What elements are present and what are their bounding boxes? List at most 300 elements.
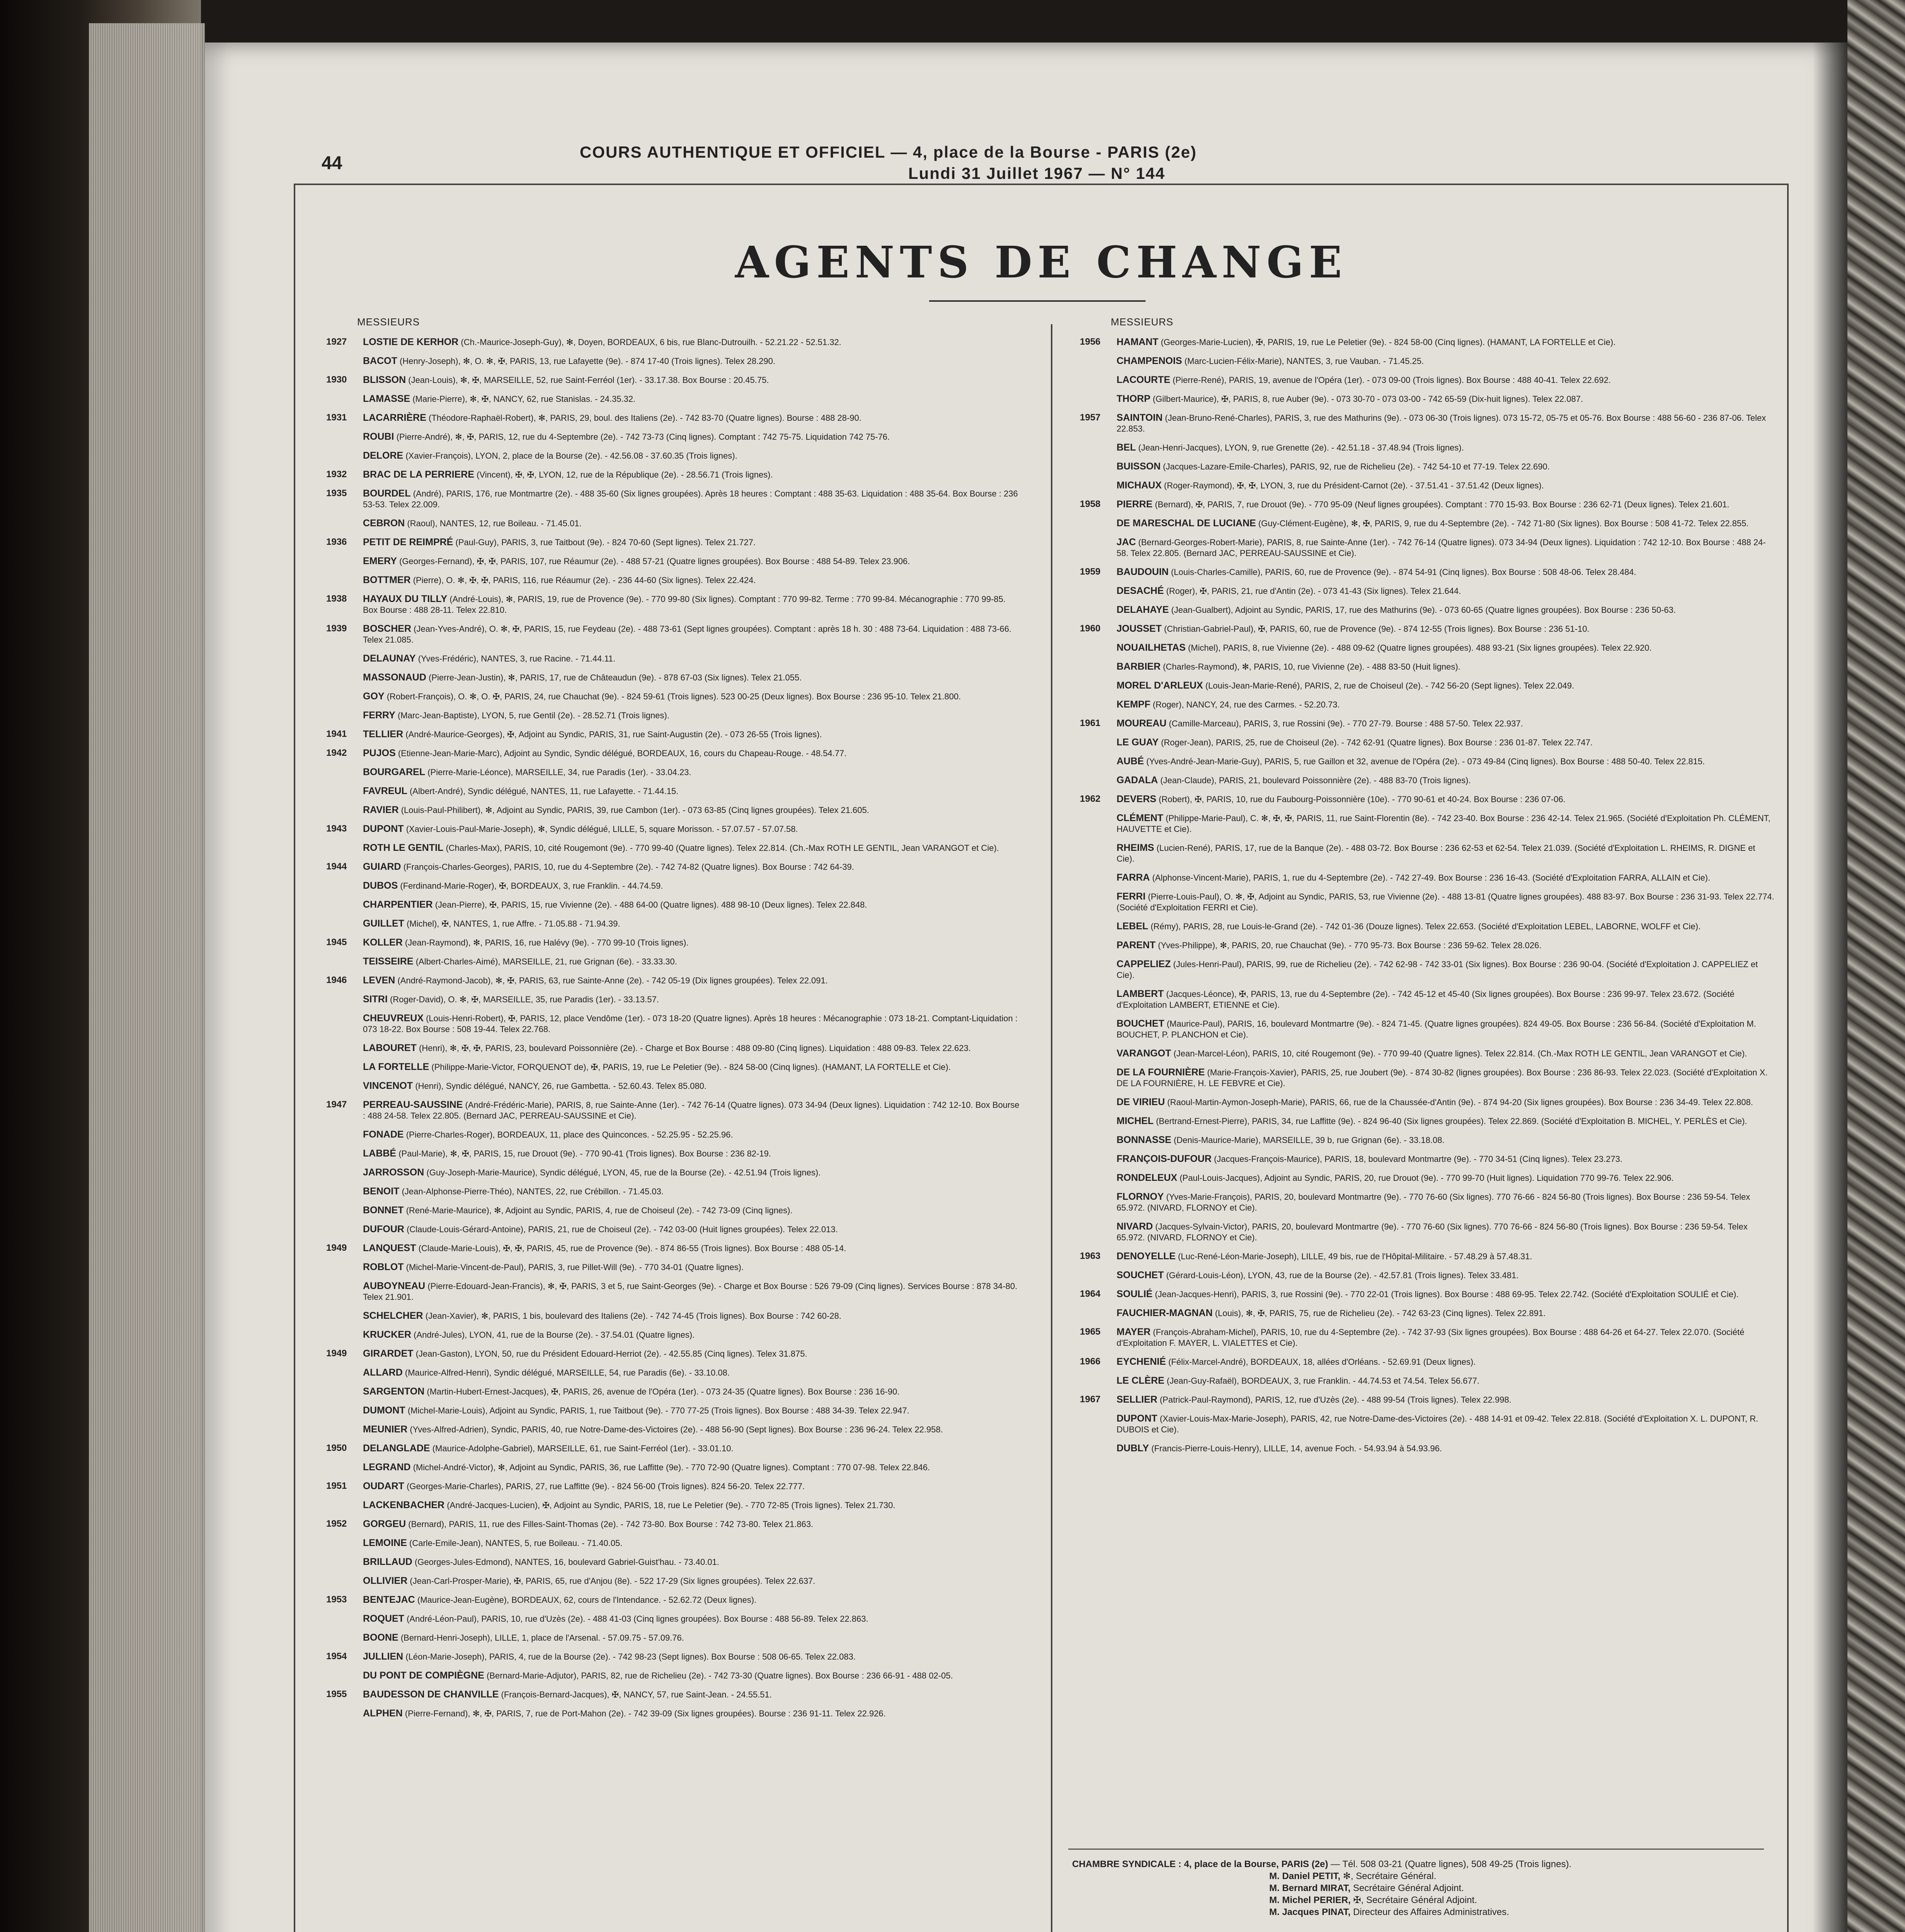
agent-details: (André-Jules), LYON, 41, rue de la Bourse (2e). - 37.54.01 (Quatre lignes). (414, 1330, 695, 1340)
agent-name: GOY (363, 691, 385, 702)
agent-details: (Pierre-René), PARIS, 19, avenue de l'Opéra (1er). - 073 09-00 (Trois lignes). Box Bourse : 488 40-41. Telex 22.692. (1173, 375, 1611, 385)
agent-name: HAYAUX DU TILLY (363, 594, 448, 604)
entry-year: 1945 (326, 937, 347, 947)
agent-name: BONNASSE (1117, 1134, 1171, 1145)
entry-year: 1944 (326, 861, 347, 872)
agent-name: BOURGAREL (363, 767, 426, 777)
entry-year: 1954 (326, 1651, 347, 1662)
agent-name: OUDART (363, 1481, 404, 1492)
header-date: Lundi 31 Juillet 1967 — N° 144 (908, 164, 1166, 182)
entry-year: 1947 (326, 1099, 347, 1110)
entry-year: 1931 (326, 412, 347, 423)
agent-details: (Jean-Carl-Prosper-Marie), ✠, PARIS, 65, rue d'Anjou (8e). - 522 17-29 (Six lignes groupées). Telex 22.637. (410, 1576, 815, 1586)
agent-name: CLÉMENT (1117, 813, 1163, 823)
agent-name: EYCHENIÉ (1117, 1356, 1166, 1367)
agent-entry (1068, 442, 1776, 453)
agent-details: (Georges-Jules-Edmond), NANTES, 16, boulevard Gabriel-Guist'hau. - 73.40.01. (414, 1557, 719, 1567)
agent-entry (1068, 499, 1776, 510)
agent-name: MICHAUX (1117, 480, 1162, 491)
agent-details: (Philippe-Marie-Victor, FORQUENOT de), ✠, PARIS, 19, rue Le Peletier (9e). - 824 58-00 (Cinq lignes). (HAMANT, LA FORTELLE et Cie). (431, 1062, 951, 1072)
entry-year: 1959 (1080, 566, 1101, 577)
agent-name: LACARRIÈRE (363, 412, 426, 423)
agent-details: (Jean-Bruno-René-Charles), PARIS, 3, rue des Mathurins (9e). - 073 06-30 (Trois lignes). 073 15-72, 05-75 et 05-76. Box Bourse : 488 56-60 - 236 87-06. Telex 22.853. (1117, 413, 1766, 434)
agent-details: (Martin-Hubert-Ernest-Jacques), ✠, PARIS, 26, avenue de l'Opéra (1er). - 073 24-35 (Quatre lignes). Box Bourse : 236 16-90. (427, 1387, 900, 1396)
agent-entry (315, 374, 1022, 386)
chambre-lead: CHAMBRE SYNDICALE : 4, place de la Bourse, PARIS (2e) (1072, 1859, 1328, 1869)
agent-details: (André-Maurice-Georges), ✠, Adjoint au Syndic, PARIS, 31, rue Saint-Augustin (2e). - 073 26-55 (Trois lignes). (405, 730, 822, 739)
agent-entry (315, 575, 1022, 586)
agent-name: JULLIEN (363, 1651, 403, 1662)
agent-name: LEMOINE (363, 1537, 407, 1548)
agent-details: (Bernard), ✠, PARIS, 7, rue Drouot (9e). - 770 95-09 (Neuf lignes groupées). Comptant : 770 15-93. Box Bourse : 236 62-71 (Deux lignes). Telex 21.601. (1155, 500, 1730, 509)
agent-details: (André-Frédéric-Marie), PARIS, 8, rue Sainte-Anne (1er). - 742 76-14 (Quatre lignes). 073 34-94 (Deux lignes). Liquidation : 742 12-10. Box Bourse : 488 24-58. Telex 22.805. (Bernard JAC, PERREAU-SAUSSINE et Cie). (363, 1100, 1020, 1121)
agent-name: OLLIVIER (363, 1575, 408, 1586)
agent-entry (1068, 940, 1776, 951)
agent-name: NOUAILHETAS (1117, 642, 1186, 653)
agent-name: BOSCHER (363, 623, 412, 634)
agent-entry (315, 469, 1022, 480)
agent-name: BUISSON (1117, 461, 1161, 472)
agent-name: LAMBERT (1117, 988, 1164, 999)
member-role: Directeur des Affaires Administratives. (1353, 1907, 1509, 1917)
agent-entry (1068, 1153, 1776, 1165)
agent-details: (Michel-Marie-Vincent-de-Paul), PARIS, 3, rue Pillet-Will (9e). - 770 34-01 (Quatre lignes). (406, 1262, 744, 1272)
agent-name: BOUCHET (1117, 1018, 1164, 1029)
agent-details: (Vincent), ✠, ✠, LYON, 12, rue de la République (2e). - 28.56.71 (Trois lignes). (477, 470, 773, 480)
agent-entry (1068, 1327, 1776, 1349)
agent-name: MOREL D'ARLEUX (1117, 680, 1203, 691)
agent-name: AUBÉ (1117, 756, 1144, 767)
agent-entry (1068, 718, 1776, 729)
agent-entry (315, 537, 1022, 548)
agent-details: (Etienne-Jean-Marie-Marc), Adjoint au Syndic, Syndic délégué, BORDEAUX, 16, cours du Chapeau-Rouge. - 48.54.77. (398, 748, 847, 758)
agent-name: RHEIMS (1117, 842, 1154, 853)
agent-details: (Jean-Raymond), ✻, PARIS, 16, rue Halévy (9e). - 770 99-10 (Trois lignes). (405, 938, 689, 947)
agent-entry (1068, 566, 1776, 578)
entry-year: 1932 (326, 469, 347, 480)
agent-entry (315, 1594, 1022, 1605)
agent-name: ALPHEN (363, 1708, 403, 1719)
agent-name: LE CLÈRE (1117, 1375, 1164, 1386)
agent-entry (1068, 374, 1776, 386)
agent-details: (Raoul-Martin-Aymon-Joseph-Marie), PARIS, 66, rue de la Chaussée-d'Antin (9e). - 874 94-20 (Six lignes groupées). Box Bourse : 236 34-49. Telex 22.808. (1167, 1097, 1753, 1107)
agent-details: (Maurice-Alfred-Henri), Syndic délégué, MARSEILLE, 54, rue Paradis (6e). - 33.10.08. (405, 1368, 730, 1378)
agent-name: MICHEL (1117, 1116, 1154, 1126)
member-name: M. Daniel PETIT, (1269, 1871, 1341, 1881)
agent-entry (315, 767, 1022, 778)
agent-name: FERRY (363, 710, 395, 721)
agent-entry (315, 412, 1022, 423)
entry-year: 1946 (326, 975, 347, 985)
agent-name: LEGRAND (363, 1462, 411, 1473)
agent-entry (1068, 1172, 1776, 1184)
entry-year: 1942 (326, 748, 347, 758)
agent-entry (1068, 794, 1776, 805)
agent-name: EMERY (363, 556, 397, 566)
agent-entry (1068, 872, 1776, 883)
agent-name: BENTEJAC (363, 1594, 415, 1605)
agent-details: (Bertrand-Ernest-Pierre), PARIS, 34, rue Laffitte (9e). - 824 96-40 (Six lignes groupées). Telex 22.869. (Société d'Exploitation B. MICHEL, Y. PERLÈS et Cie). (1156, 1116, 1747, 1126)
agent-name: NIVARD (1117, 1221, 1153, 1232)
agent-name: LEVEN (363, 975, 395, 986)
agent-details: (Ferdinand-Marie-Roger), ✠, BORDEAUX, 3, rue Franklin. - 44.74.59. (400, 881, 663, 891)
agent-entry (315, 1080, 1022, 1092)
entry-year: 1965 (1080, 1327, 1101, 1337)
agent-details: (Roger-David), O. ✻, ✠, MARSEILLE, 35, rue Paradis (1er). - 33.13.57. (390, 995, 659, 1004)
agent-entry (1068, 842, 1776, 864)
agent-details: (André-Raymond-Jacob), ✻, ✠, PARIS, 63, rue Sainte-Anne (2e). - 742 05-19 (Dix lignes groupées). Telex 22.091. (397, 976, 828, 985)
agent-name: PUJOS (363, 748, 396, 759)
agent-entry (315, 623, 1022, 645)
agent-name: SARGENTON (363, 1386, 425, 1397)
agent-entry (1068, 1413, 1776, 1435)
agent-details: (Patrick-Paul-Raymond), PARIS, 12, rue d'Uzès (2e). - 488 99-54 (Trois lignes). Telex 22.998. (1159, 1395, 1512, 1405)
agent-name: THORP (1117, 393, 1151, 404)
agent-name: SOUCHET (1117, 1270, 1164, 1281)
agent-name: PIERRE (1117, 499, 1153, 510)
agent-details: (Léon-Marie-Joseph), PARIS, 4, rue de la Bourse (2e). - 742 98-23 (Sept lignes). Box Bourse : 508 06-65. Telex 22.083. (405, 1652, 856, 1662)
agent-entry (315, 786, 1022, 797)
agent-details: (Pierre), O. ✻, ✠, ✠, PARIS, 116, rue Réaumur (2e). - 236 44-60 (Six lignes). Telex 22.424. (413, 575, 756, 585)
agent-name: DE LA FOURNIÈRE (1117, 1067, 1205, 1078)
agent-details: (Louis-Henri-Robert), ✠, PARIS, 12, place Vendôme (1er). - 073 18-20 (Quatre lignes). Après 18 heures : Mécanographie : 073 18-21. Comptant-Liquidation : 073 18-22. Box Bourse : 508 19-44. Telex 22.768. (363, 1014, 1018, 1034)
agent-entry (1068, 1356, 1776, 1367)
agent-name: KEMPF (1117, 699, 1151, 710)
agent-entry (315, 1670, 1022, 1681)
agent-details: (Pierre-Edouard-Jean-Francis), ✻, ✠, PARIS, 3 et 5, rue Saint-Georges (9e). - Charge et Box Bourse : 526 79-09 (Cinq lignes). Services Bourse : 878 34-80. Telex 21.901. (363, 1281, 1018, 1302)
agent-details: (Christian-Gabriel-Paul), ✠, PARIS, 60, rue de Provence (9e). - 874 12-55 (Trois lignes). Box Bourse : 236 51-10. (1164, 624, 1590, 634)
entry-year: 1966 (1080, 1356, 1101, 1367)
agent-details: (Pierre-Jean-Justin), ✻, PARIS, 17, rue de Châteaudun (9e). - 878 67-03 (Six lignes). Telex 21.055. (429, 673, 802, 682)
agent-details: (Henry-Joseph), ✻, O. ✻, ✠, PARIS, 13, rue Lafayette (9e). - 874 17-40 (Trois lignes). Telex 28.290. (400, 356, 776, 366)
agent-entry (1068, 1308, 1776, 1319)
agent-entry (1068, 661, 1776, 672)
agent-details: (Michel-André-Victor), ✻, Adjoint au Syndic, PARIS, 36, rue Laffitte (9e). - 770 72-90 (Quatre lignes). Comptant : 770 07-98. Telex 22.846. (413, 1463, 930, 1472)
agent-entry (1068, 461, 1776, 472)
entry-year: 1949 (326, 1243, 347, 1253)
agent-name: JOUSSET (1117, 623, 1162, 634)
agent-details: (Théodore-Raphaël-Robert), ✻, PARIS, 29, boul. des Italiens (2e). - 742 83-70 (Quatre lignes). Bourse : 488 28-90. (429, 413, 861, 423)
agent-name: CHAMPENOIS (1117, 355, 1182, 366)
entry-year: 1955 (326, 1689, 347, 1699)
agent-entry (315, 937, 1022, 948)
entry-year: 1935 (326, 488, 347, 498)
agent-details: (Pierre-Marie-Léonce), MARSEILLE, 34, rue Paradis (1er). - 33.04.23. (427, 767, 691, 777)
title-rule (929, 300, 1146, 302)
agent-name: DUBLY (1117, 1443, 1149, 1454)
agent-details: (Xavier-François), LYON, 2, place de la Bourse (2e). - 42.56.08 - 37.60.35 (Trois lignes). (405, 451, 737, 461)
chambre-member (1072, 1870, 1776, 1882)
content-frame (294, 184, 1789, 1932)
agent-entry (315, 1537, 1022, 1549)
agent-details: (André-Jacques-Lucien), ✠, Adjoint au Syndic, PARIS, 18, rue Le Peletier (9e). - 770 72-85 (Trois lignes). Telex 21.730. (447, 1500, 895, 1510)
agent-name: MASSONAUD (363, 672, 426, 683)
agent-details: (Xavier-Louis-Max-Marie-Joseph), PARIS, 42, rue Notre-Dame-des-Victoires (2e). - 488 14-91 et 09-42. Telex 22.818. (Société d'Exploitation X. L. DUPONT, R. DUBOIS et Cie). (1117, 1414, 1759, 1434)
agent-entry (1068, 1394, 1776, 1405)
agent-entry (1068, 355, 1776, 367)
agent-details: (Maurice-Jean-Eugène), BORDEAUX, 62, cours de l'Intendance. - 52.62.72 (Deux lignes). (417, 1595, 757, 1605)
agent-entry (315, 1043, 1022, 1054)
agent-list-right (1068, 337, 1776, 1454)
agent-details: (Maurice-Adolphe-Gabriel), MARSEILLE, 61, rue Saint-Ferréol (1er). - 33.01.10. (432, 1444, 734, 1453)
agent-details: (Pierre-André), ✻, ✠, PARIS, 12, rue du 4-Septembre (2e). - 742 73-73 (Cinq lignes). Comptant : 742 75-75. Liquidation 742 75-76. (396, 432, 890, 442)
agent-details: (Paul-Guy), PARIS, 3, rue Taitbout (9e). - 824 70-60 (Sept lignes). Telex 21.727. (455, 537, 756, 547)
agent-name: DUMONT (363, 1405, 405, 1416)
agent-entry (315, 1481, 1022, 1492)
agent-entry (315, 393, 1022, 405)
entry-year: 1953 (326, 1594, 347, 1605)
agent-entry (1068, 518, 1776, 529)
entry-year: 1957 (1080, 412, 1101, 423)
agent-entry (315, 431, 1022, 442)
agent-details: (Jacques-François-Maurice), PARIS, 18, boulevard Montmartre (9e). - 770 34-51 (Cinq lignes). Telex 23.273. (1214, 1154, 1622, 1164)
agent-entry (315, 653, 1022, 664)
agent-details: (André-Louis), ✻, PARIS, 19, rue de Provence (9e). - 770 99-80 (Six lignes). Comptant : 770 99-82. Terme : 770 99-84. Mécanographie : 770 99-85. Box Bourse : 488 28-11. Telex 22.810. (363, 594, 1006, 615)
agent-details: (Rémy), PARIS, 28, rue Louis-le-Grand (2e). - 742 01-36 (Douze lignes). Telex 22.653. (Société d'Exploitation LEBEL, LABORNE, WOLFF et Cie). (1151, 922, 1701, 931)
agent-name: ROBLOT (363, 1262, 404, 1272)
agent-name: DELAUNAY (363, 653, 416, 664)
agent-details: (Ch.-Maurice-Joseph-Guy), ✻, Doyen, BORDEAUX, 6 bis, rue Blanc-Dutrouilh. - 52.21.22 - 52.51.32. (461, 337, 841, 347)
agent-details: (Robert), ✠, PARIS, 10, rue du Faubourg-Poissonnière (10e). - 770 90-61 et 40-24. Box Bourse : 236 07-06. (1158, 794, 1566, 804)
agent-entry (1068, 737, 1776, 748)
agent-entry (1068, 1289, 1776, 1300)
agent-name: MOUREAU (1117, 718, 1167, 729)
agent-name: BOTTMER (363, 575, 411, 585)
agent-entry (1068, 1097, 1776, 1108)
agent-name: JAC (1117, 537, 1136, 548)
agent-name: LACKENBACHER (363, 1500, 445, 1510)
agent-name: BAUDESSON DE CHANVILLE (363, 1689, 499, 1700)
agent-details: (Raoul), NANTES, 12, rue Boileau. - 71.45.01. (407, 519, 582, 528)
agent-name: DUPONT (363, 823, 404, 834)
agent-name: MEUNIER (363, 1424, 408, 1435)
agent-name: DEVERS (1117, 794, 1156, 804)
agent-name: RAVIER (363, 804, 399, 815)
entry-year: 1962 (1080, 794, 1101, 804)
agent-entry (1068, 480, 1776, 491)
agent-entry (315, 1329, 1022, 1340)
agent-name: BACOT (363, 355, 397, 366)
agent-entry (315, 1708, 1022, 1719)
agent-name: DU PONT DE COMPIÈGNE (363, 1670, 484, 1681)
entry-year: 1958 (1080, 499, 1101, 509)
agent-name: GIRARDET (363, 1348, 414, 1359)
agent-entry (315, 1013, 1022, 1035)
entry-year: 1961 (1080, 718, 1101, 728)
agent-name: LABBÉ (363, 1148, 397, 1159)
agent-entry (315, 1243, 1022, 1254)
agent-entry (1068, 337, 1776, 348)
agent-entry (315, 518, 1022, 529)
agent-entry (315, 861, 1022, 872)
column-heading: MESSIEURS (1111, 316, 1174, 328)
agent-details: (Claude-Marie-Louis), ✠, ✠, PARIS, 45, rue de Provence (9e). - 874 86-55 (Trois lignes). Box Bourse : 488 05-14. (418, 1243, 846, 1253)
agent-entry (315, 1405, 1022, 1416)
member-role: ✻, Secrétaire Général. (1343, 1871, 1437, 1881)
agent-name: LA FORTELLE (363, 1061, 429, 1072)
entry-year: 1949 (326, 1348, 347, 1359)
agent-name: LABOURET (363, 1043, 417, 1053)
agent-name: BOURDEL (363, 488, 411, 499)
agent-entry (1068, 988, 1776, 1010)
agent-entry (315, 672, 1022, 683)
agent-entry (315, 1613, 1022, 1624)
agent-details: (Jean-Marcel-Léon), PARIS, 10, cité Rougemont (9e). - 770 99-40 (Quatre lignes). Telex 22.814. (Ch.-Max ROTH LE GENTIL, Jean VARANGOT et Cie). (1173, 1049, 1747, 1058)
agent-details: (Roger), NANCY, 24, rue des Carmes. - 52.20.73. (1153, 700, 1340, 709)
agent-name: HAMANT (1117, 337, 1159, 347)
agent-details: (Marc-Jean-Baptiste), LYON, 5, rue Gentil (2e). - 28.52.71 (Trois lignes). (397, 711, 669, 720)
agent-entry (315, 1281, 1022, 1303)
agent-details: (Jean-Pierre), ✠, PARIS, 15, rue Vivienne (2e). - 488 64-00 (Quatre lignes). 488 98-10 (Deux lignes). Telex 22.848. (435, 900, 867, 910)
chambre-separator (1068, 1849, 1764, 1850)
agent-details: (Louis-Jean-Marie-René), PARIS, 2, rue de Choiseul (2e). - 742 56-20 (Sept lignes). Telex 22.049. (1205, 681, 1574, 690)
agent-details: (Jean-Alphonse-Pierre-Théo), NANTES, 22, rue Crébillon. - 71.45.03. (402, 1187, 664, 1196)
agent-details: (François-Abraham-Michel), PARIS, 10, rue du 4-Septembre (2e). - 742 37-93 (Six lignes groupées). Box Bourse : 488 64-26 et 64-27. Telex 22.070. (Société d'Exploitation F. MAYER, L. VIALETTES et Cie). (1117, 1327, 1745, 1348)
agent-entry (1068, 1375, 1776, 1386)
agent-details: (Bernard-Georges-Robert-Marie), PARIS, 8, rue Sainte-Anne (1er). - 742 76-14 (Quatre lignes). 073 34-94 (Deux lignes). Liquidation : 742 12-10. Box Bourse : 488 24-58. Telex 22.805. (Bernard JAC, PERREAU-SAUSSINE et Cie). (1117, 537, 1766, 558)
agent-entry (315, 1424, 1022, 1435)
page-number: 44 (322, 153, 342, 173)
agent-name: BLISSON (363, 374, 406, 385)
member-name: M. Michel PERIER, (1269, 1895, 1351, 1905)
agent-name: DELAHAYE (1117, 604, 1169, 615)
agent-name: DESACHÉ (1117, 585, 1164, 596)
agent-entry (315, 1205, 1022, 1216)
agent-entry (315, 1462, 1022, 1473)
agent-entry (1068, 775, 1776, 786)
agent-entry (1068, 959, 1776, 981)
page-title: AGENTS DE CHANGE (735, 237, 1348, 288)
agent-name: CAPPELIEZ (1117, 959, 1171, 969)
agent-entry (1068, 813, 1776, 835)
agent-details: (Guy-Joseph-Marie-Maurice), Syndic délégué, LYON, 45, rue de la Bourse (2e). - 42.51.94 (Trois lignes). (426, 1168, 821, 1177)
agent-entry (1068, 921, 1776, 932)
chambre-member (1072, 1882, 1776, 1894)
agent-entry (315, 1500, 1022, 1511)
agent-details: (René-Marie-Maurice), ✻, Adjoint au Syndic, PARIS, 4, rue de Choiseul (2e). - 742 73-09 (Cinq lignes). (406, 1206, 793, 1215)
agent-entry (315, 1386, 1022, 1397)
agent-name: ALLARD (363, 1367, 403, 1378)
agent-details: (Michel), PARIS, 8, rue Vivienne (2e). - 488 09-62 (Quatre lignes groupées). 488 93-21 (Six lignes groupées). Telex 22.920. (1188, 643, 1652, 653)
agent-name: FAVREUL (363, 786, 407, 796)
agent-entry (1068, 1443, 1776, 1454)
agent-details: (Jean-Louis), ✻, ✠, MARSEILLE, 52, rue Saint-Ferréol (1er). - 33.17.38. Box Bourse : 20.45.75. (408, 375, 769, 385)
agent-entry (315, 1348, 1022, 1359)
agent-name: JARROSSON (363, 1167, 424, 1178)
agent-entry (315, 450, 1022, 461)
agent-name: SOULIÉ (1117, 1289, 1153, 1299)
column-heading: MESSIEURS (357, 316, 420, 328)
entry-year: 1967 (1080, 1394, 1101, 1405)
agent-details: (Jean-Henri-Jacques), LYON, 9, rue Grenette (2e). - 42.51.18 - 37.48.94 (Trois lignes). (1138, 443, 1464, 452)
agent-details: (François-Bernard-Jacques), ✠, NANCY, 57, rue Saint-Jean. - 24.55.51. (501, 1690, 772, 1699)
member-name: M. Bernard MIRAT, (1269, 1883, 1351, 1893)
agent-name: RONDELEUX (1117, 1172, 1177, 1183)
agent-entry (1068, 585, 1776, 597)
agent-name: ROUBI (363, 431, 394, 442)
agent-name: SAINTOIN (1117, 412, 1163, 423)
agent-details: (Paul-Marie), ✻, ✠, PARIS, 15, rue Drouot (9e). - 770 90-41 (Trois lignes). Box Bourse : 236 82-19. (398, 1149, 771, 1158)
agent-details: (Jacques-Sylvain-Victor), PARIS, 20, boulevard Montmartre (9e). - 770 76-60 (Six lignes). 770 76-66 - 824 56-80 (Trois lignes). Box Bourse : 236 59-54. Telex 65.972. (NIVARD, FLORNOY et Cie). (1117, 1222, 1748, 1242)
entry-year: 1941 (326, 729, 347, 739)
agent-name: FONADE (363, 1129, 404, 1140)
agent-details: (André-Léon-Paul), PARIS, 10, rue d'Uzès (2e). - 488 41-03 (Cinq lignes groupées). Box Bourse : 488 56-89. Telex 22.863. (407, 1614, 868, 1624)
agent-entry (315, 1556, 1022, 1568)
entry-year: 1963 (1080, 1251, 1101, 1261)
agent-details: (André), PARIS, 176, rue Montmartre (2e). - 488 35-60 (Six lignes groupées). Après 18 heures : Comptant : 488 35-63. Liquidation : 488 35-64. Box Bourse : 236 53-53. Telex 22.009. (363, 489, 1018, 509)
agent-details: (Marie-François-Xavier), PARIS, 25, rue Joubert (9e). - 874 30-82 (lignes groupées). Box Bourse : 236 86-93. Telex 22.023. (Société d'Exploitation X. DE LA FOURNIÈRE, H. LE FEBVRE et Cie). (1117, 1068, 1768, 1088)
agent-name: DUPONT (1117, 1413, 1158, 1424)
agent-name: GORGEU (363, 1519, 406, 1529)
agent-details: (Gilbert-Maurice), ✠, PARIS, 8, rue Auber (9e). - 073 30-70 - 073 03-00 - 742 65-59 (Dix-huit lignes). Telex 22.087. (1153, 394, 1583, 404)
agent-entry (315, 488, 1022, 510)
column-divider (1051, 324, 1052, 1932)
agent-name: BENOIT (363, 1186, 400, 1197)
agent-entry (315, 1186, 1022, 1197)
agent-details: (Jean-Jacques-Henri), PARIS, 3, rue Rossini (9e). - 770 22-01 (Trois lignes). Box Bourse : 488 69-95. Telex 22.742. (Société d'Exploitation SOULIÉ et Cie). (1155, 1289, 1739, 1299)
agent-details: (Maurice-Paul), PARIS, 16, boulevard Montmartre (9e). - 824 71-45. (Quatre lignes groupées). 824 49-05. Box Bourse : 236 56-84. (Société d'Exploitation M. BOUCHET, P. PLANCHON et Cie). (1117, 1019, 1756, 1039)
member-role: ✠, Secrétaire Général Adjoint. (1353, 1895, 1477, 1905)
agent-entry (315, 1129, 1022, 1140)
agent-entry (1068, 604, 1776, 616)
agent-entry (1068, 393, 1776, 405)
agent-name: LOSTIE DE KERHOR (363, 337, 459, 347)
agent-name: VARANGOT (1117, 1048, 1171, 1059)
agent-name: TELLIER (363, 729, 403, 740)
agent-entry (315, 1443, 1022, 1454)
agent-details: (Georges-Marie-Charles), PARIS, 27, rue Laffitte (9e). - 824 56-00 (Trois lignes). 824 56-20. Telex 22.777. (407, 1481, 805, 1491)
agent-name: ROTH LE GENTIL (363, 842, 444, 853)
agent-details: (Alphonse-Vincent-Marie), PARIS, 1, rue du 4-Septembre (2e). - 742 27-49. Box Bourse : 236 16-43. (Société d'Exploitation FARRA, ALLAIN et Cie). (1152, 873, 1711, 883)
chambre-syndicale (1072, 1858, 1776, 1932)
agent-entry (315, 748, 1022, 759)
agent-name: LEBEL (1117, 921, 1148, 932)
agent-name: DE MARESCHAL DE LUCIANE (1117, 518, 1256, 529)
agent-entry (1068, 412, 1776, 434)
agent-details: (Henri), Syndic délégué, NANCY, 26, rue Gambetta. - 52.60.43. Telex 85.080. (415, 1081, 707, 1091)
agent-details: (Bernard-Marie-Adjutor), PARIS, 82, rue de Richelieu (2e). - 742 73-30 (Quatre lignes). Box Bourse : 236 66-91 - 488 02-05. (487, 1671, 953, 1680)
agent-entry (1068, 623, 1776, 634)
agent-details: (Jean-Gualbert), Adjoint au Syndic, PARIS, 17, rue des Mathurins (9e). - 073 60-65 (Quatre lignes groupées). Box Bourse : 236 50-63. (1171, 605, 1676, 615)
agent-name: MAYER (1117, 1327, 1151, 1337)
agent-name: GUILLET (363, 918, 404, 929)
agent-details: (Georges-Fernand), ✠, ✠, PARIS, 107, rue Réaumur (2e). - 488 57-21 (Quatre lignes groupées). Box Bourse : 488 54-89. Telex 23.906. (399, 556, 910, 566)
agent-entry (315, 1262, 1022, 1273)
agent-details: (Guy-Clément-Eugène), ✻, ✠, PARIS, 9, rue du 4-Septembre (2e). - 742 71-80 (Six lignes). Box Bourse : 508 41-72. Telex 22.855. (1258, 519, 1749, 528)
agent-details: (Jean-Guy-Rafaël), BORDEAUX, 3, rue Franklin. - 44.74.53 et 74.54. Telex 56.677. (1166, 1376, 1479, 1386)
agent-entry (1068, 1018, 1776, 1040)
agent-name: SELLIER (1117, 1394, 1158, 1405)
agent-details: (Louis-Charles-Camille), PARIS, 60, rue de Provence (9e). - 874 54-91 (Cinq lignes). Box Bourse : 508 48-06. Telex 28.484. (1171, 567, 1636, 577)
agent-details: (Louis), ✻, ✠, PARIS, 75, rue de Richelieu (2e). - 742 63-23 (Cinq lignes). Telex 22.891. (1215, 1308, 1546, 1318)
agent-entry (315, 1632, 1022, 1643)
agent-name: BRILLAUD (363, 1556, 412, 1567)
agent-entry (315, 1167, 1022, 1178)
agent-name: FAUCHIER-MAGNAN (1117, 1308, 1213, 1318)
agent-entry (315, 975, 1022, 986)
chambre-members (1072, 1870, 1776, 1918)
agent-entry (1068, 1221, 1776, 1243)
agent-details: (Yves-Frédéric), NANTES, 3, rue Racine. - 71.44.11. (418, 654, 616, 663)
agent-name: AUBOYNEAU (363, 1281, 426, 1291)
agent-name: DELANGLADE (363, 1443, 430, 1454)
agent-details: (Jacques-Lazare-Emile-Charles), PARIS, 92, rue de Richelieu (2e). - 742 54-10 et 77-19. Telex 22.690. (1163, 462, 1550, 471)
agent-details: (Yves-Alfred-Adrien), Syndic, PARIS, 40, rue Notre-Dame-des-Victoires (2e). - 488 56-90 (Sept lignes). Box Bourse : 236 96-24. Telex 22.958. (410, 1425, 943, 1434)
agent-details: (Charles-Raymond), ✻, PARIS, 10, rue Vivienne (2e). - 488 83-50 (Huit lignes). (1163, 662, 1461, 672)
entry-year: 1930 (326, 374, 347, 385)
agent-details: (Jules-Henri-Paul), PARIS, 99, rue de Richelieu (2e). - 742 62-98 - 742 33-01 (Six lignes). Box Bourse : 236 90-04. (Société d'Exploitation J. CAPPELIEZ et Cie). (1117, 959, 1758, 980)
agent-details: (Charles-Max), PARIS, 10, cité Rougemont (9e). - 770 99-40 (Quatre lignes). Telex 22.814. (Ch.-Max ROTH LE GENTIL, Jean VARANGOT et Cie). (446, 843, 999, 853)
